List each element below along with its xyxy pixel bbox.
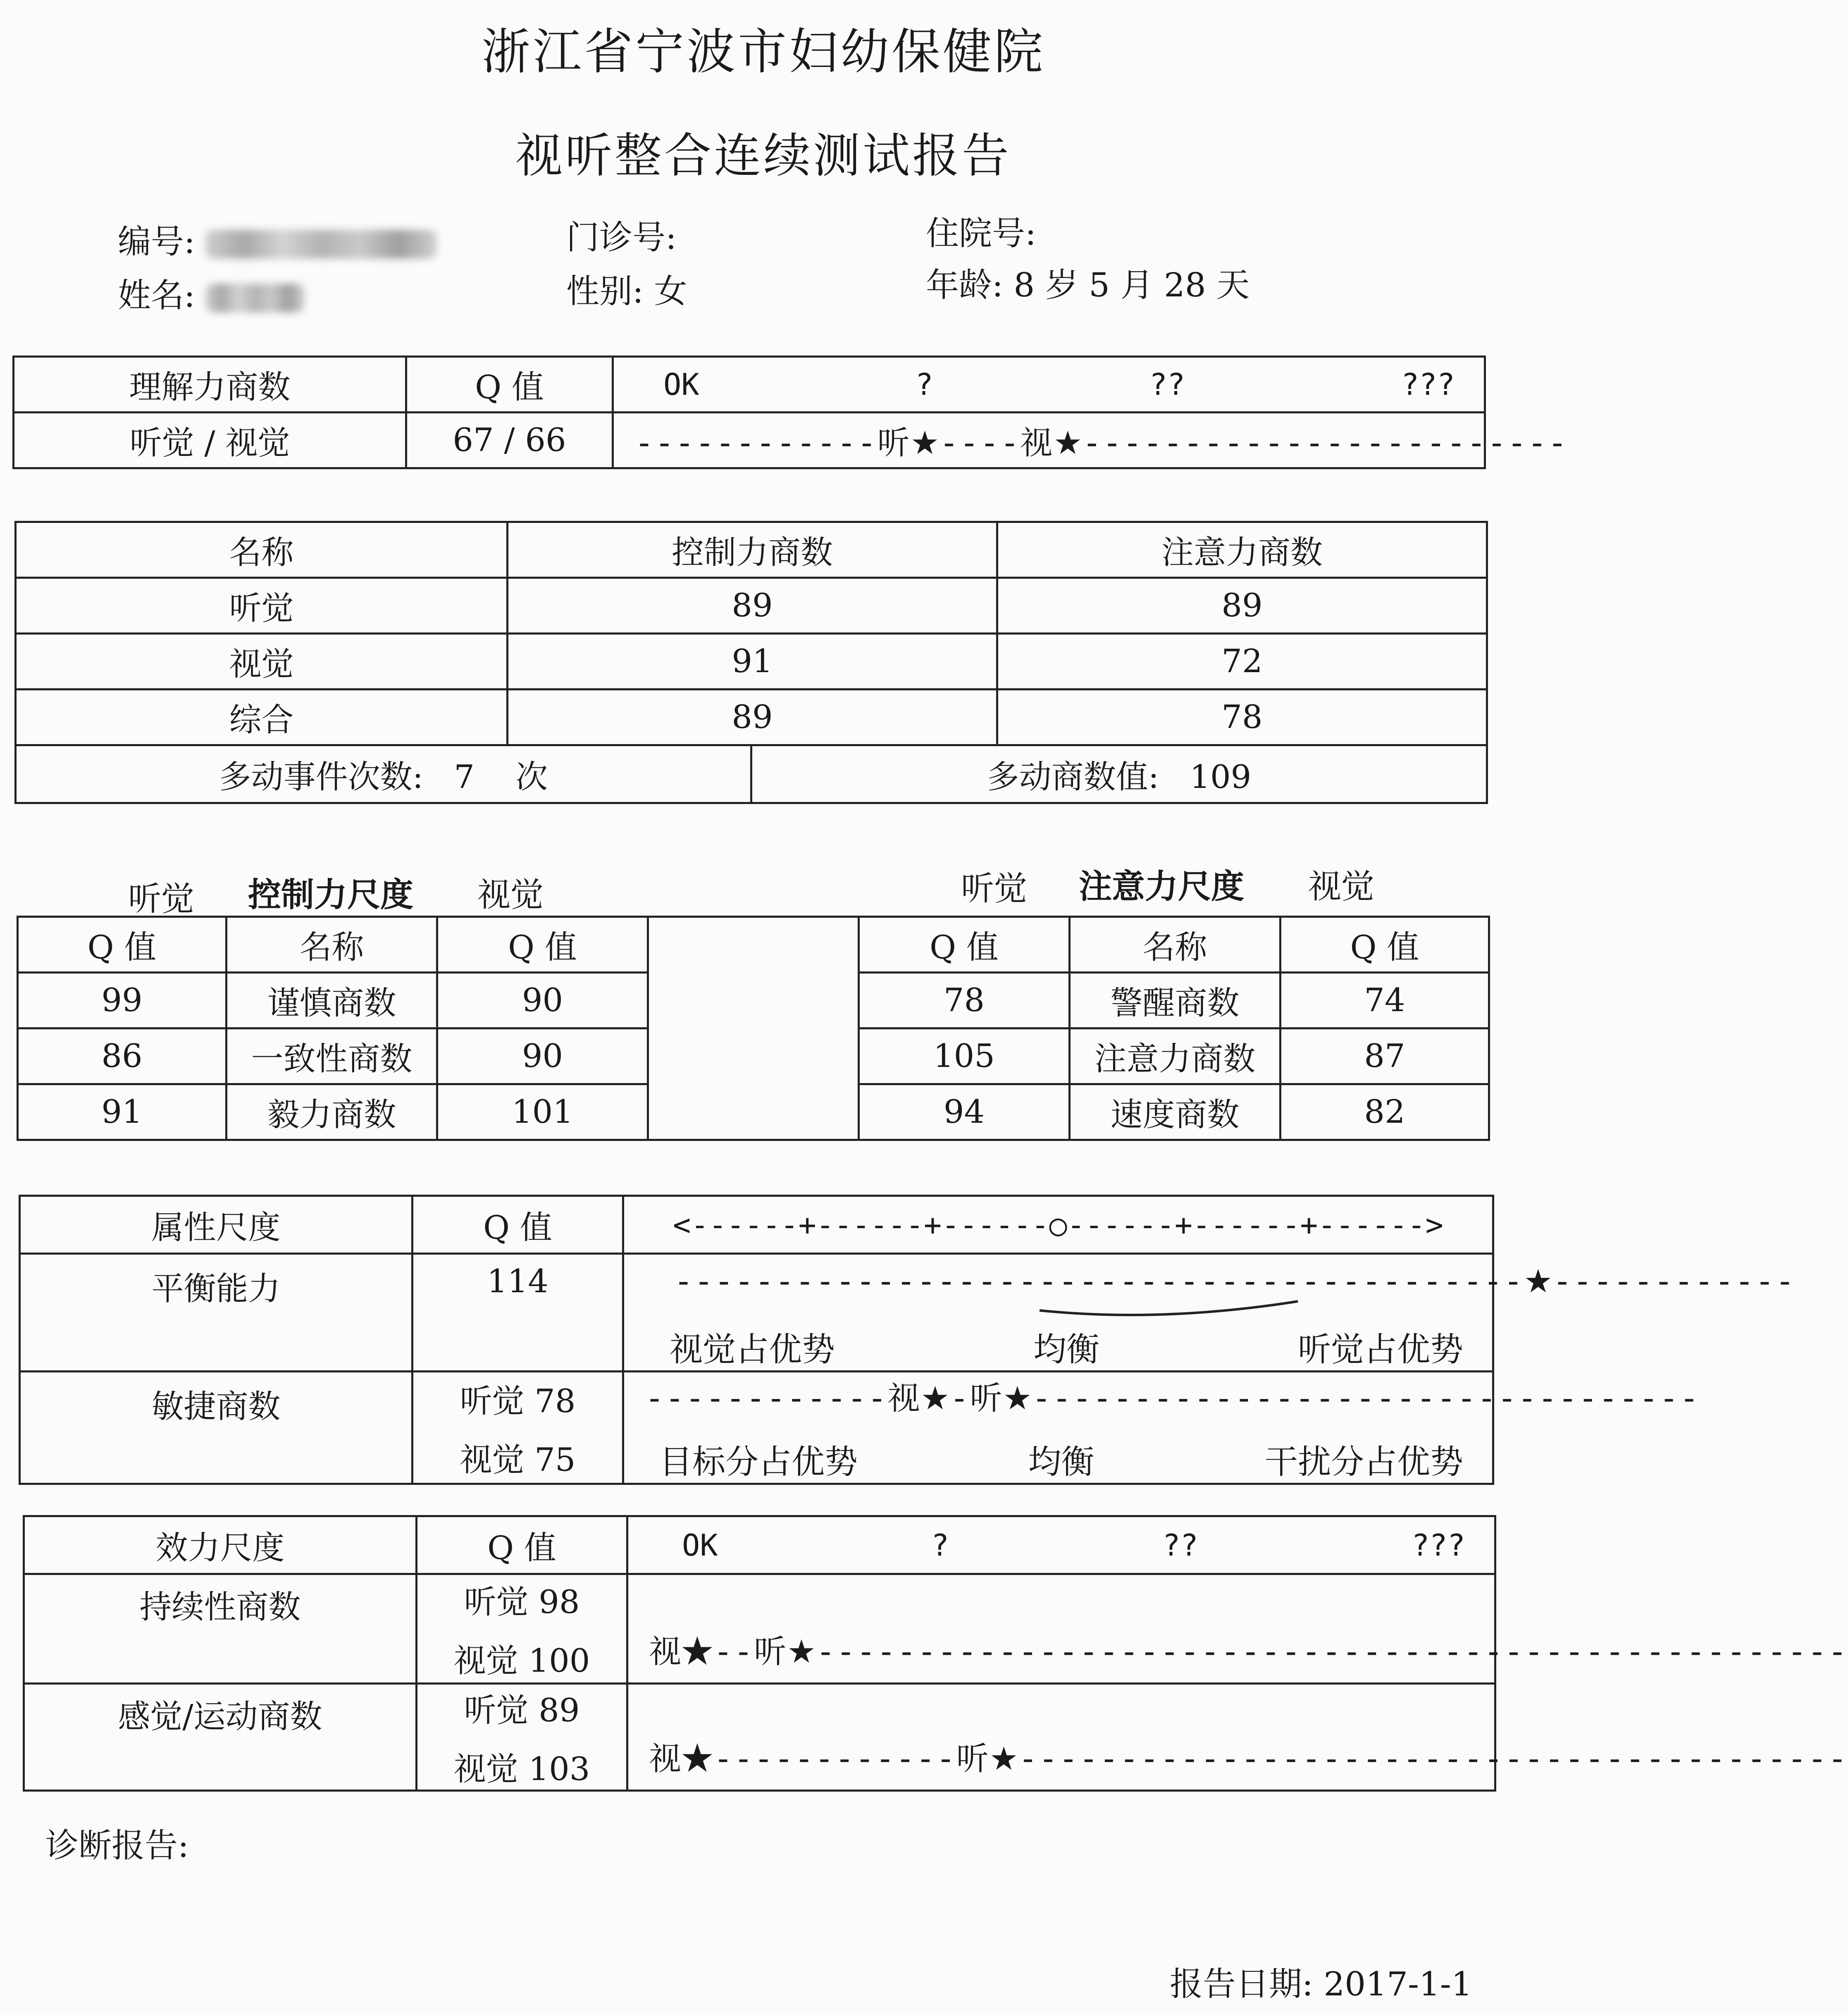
inpatient-row: [926, 207, 1036, 254]
attention-name: 警醒商数: [1070, 973, 1280, 1028]
quotients-header-control: 控制力商数: [508, 522, 997, 578]
comprehension-line-b: ----视: [939, 425, 1054, 462]
scale-ok: OK: [682, 1527, 718, 1563]
control-header-name: 名称: [227, 917, 437, 973]
hyper-events: [16, 745, 751, 803]
attention-visual-q: 74: [1280, 973, 1489, 1028]
patient-id-row: [118, 215, 437, 262]
attention-visual-q: 87: [1280, 1028, 1489, 1084]
balance-marker-cell: [623, 1254, 1796, 1372]
patient-name-label: 姓名:: [118, 276, 195, 315]
control-visual-q: 101: [437, 1084, 648, 1140]
table-row: [16, 634, 1487, 690]
control-name: 谨慎商数: [227, 973, 437, 1028]
effectiveness-table: [23, 1515, 1848, 1792]
effectiveness-q-header: Q 值: [417, 1516, 627, 1574]
gender-label: 性别:: [566, 272, 644, 310]
control-audio-q: 86: [18, 1028, 227, 1084]
attention-scale-title: 注意力尺度: [1079, 867, 1244, 906]
report-date-label: 报告日期:: [1170, 1965, 1313, 2003]
audio-star-icon: ★: [989, 1740, 1018, 1778]
comprehension-header: 理解力商数: [14, 357, 406, 413]
row-name: 听觉: [16, 578, 508, 634]
comprehension-line-a: ------------听: [634, 425, 911, 462]
agility-right-label: 干扰分占优势: [1265, 1443, 1463, 1481]
inpatient-label: 住院号:: [926, 214, 1036, 253]
age-label: 年龄:: [926, 266, 1003, 304]
scale-q3: ???: [1411, 1527, 1465, 1563]
agility-left-label: 目标分占优势: [659, 1443, 858, 1481]
balance-star-icon: ★: [1524, 1263, 1553, 1300]
scale-q1: ?: [931, 1527, 949, 1563]
row-attention: 89: [997, 578, 1487, 634]
control-audio-q: 91: [18, 1084, 227, 1140]
scale-q3: ???: [1401, 367, 1455, 402]
agility-values: [413, 1372, 623, 1484]
row-control: 89: [508, 690, 997, 745]
sensory-values: [417, 1684, 627, 1791]
hyper-quotient: [751, 745, 1487, 803]
balance-mid-label: 均衡: [1033, 1330, 1099, 1369]
sensory-marker-line: [627, 1684, 1848, 1791]
gender-row: [566, 265, 687, 312]
agility-line-b: -听: [949, 1380, 1003, 1417]
hyper-events-value: 7: [454, 758, 475, 796]
sensory-line-c: -----------------------------------------: [1018, 1740, 1848, 1778]
attention-right-tag: 视觉: [1308, 867, 1374, 906]
visual-star-icon: ★: [681, 1633, 714, 1670]
balance-line-a: ------------------------------------------: [674, 1263, 1524, 1300]
attributes-table: [19, 1195, 1796, 1485]
control-header-audio-q: Q 值: [18, 917, 227, 973]
agility-line-a: ------------视: [645, 1380, 921, 1417]
control-visual-q: 90: [437, 1028, 648, 1084]
quotients-table: [14, 521, 1488, 746]
audio-star-icon: ★: [910, 425, 939, 462]
report-date: [1170, 1957, 1472, 2005]
sensory-visual: 视觉 103: [453, 1751, 590, 1788]
attributes-axis: <------+------+------○------+------+------>: [623, 1196, 1493, 1254]
visual-star-icon: ★: [920, 1380, 950, 1417]
hyper-events-unit: 次: [515, 758, 548, 796]
effectiveness-scale: [627, 1516, 1495, 1574]
sustained-visual: 视觉 100: [453, 1642, 590, 1680]
balance-value: 114: [413, 1254, 623, 1372]
gender-value: 女: [654, 272, 687, 310]
sensory-line-a: 视: [649, 1740, 682, 1778]
control-left-tag: 听觉: [128, 880, 194, 918]
comprehension-line-c: ------------------------: [1082, 425, 1568, 462]
row-attention: 72: [997, 634, 1487, 690]
quotients-header-attention: 注意力商数: [997, 522, 1487, 578]
attention-audio-q: 94: [859, 1084, 1070, 1140]
quotients-header-name: 名称: [16, 522, 508, 578]
sustained-line-a: 视: [649, 1633, 682, 1670]
age-value: 8 岁 5 月 28 天: [1013, 266, 1250, 304]
sustained-values: [417, 1574, 627, 1684]
audio-star-icon: ★: [787, 1633, 816, 1670]
hyper-quotient-value: 109: [1190, 758, 1252, 796]
age-row: [926, 258, 1249, 306]
balance-axis-labels: [624, 1323, 1492, 1370]
audio-star-icon: ★: [1003, 1380, 1032, 1417]
attention-visual-q: 82: [1280, 1084, 1489, 1140]
comprehension-row-label: 听觉 / 视觉: [14, 413, 406, 468]
hyper-events-label: 多动事件次数:: [219, 758, 424, 796]
patient-name-redacted: [205, 284, 305, 313]
balance-left-label: 视觉占优势: [670, 1330, 835, 1369]
attention-header-visual-q: Q 值: [1280, 917, 1489, 973]
table-row: [16, 690, 1487, 745]
row-control: 91: [508, 634, 997, 690]
agility-mid-label: 均衡: [1028, 1443, 1094, 1481]
control-name: 一致性商数: [227, 1028, 437, 1084]
control-visual-q: 90: [437, 973, 648, 1028]
diagnosis-label: 诊断报告:: [45, 1826, 189, 1865]
agility-audio: 听觉 78: [460, 1382, 576, 1420]
comprehension-scale: [613, 357, 1485, 413]
control-scale-title: 控制力尺度: [248, 875, 413, 914]
patient-id-redacted: [205, 230, 437, 259]
comprehension-marker-line: [613, 413, 1568, 468]
visual-star-icon: ★: [1053, 425, 1083, 462]
hospital-name: 浙江省宁波市妇幼保健院: [481, 23, 1045, 80]
hyper-quotient-label: 多动商数值:: [987, 758, 1159, 796]
attention-name: 注意力商数: [1070, 1028, 1280, 1084]
attributes-header: 属性尺度: [20, 1196, 413, 1254]
comprehension-q-header: Q 值: [406, 357, 613, 413]
agility-marker-cell: [623, 1372, 1700, 1484]
report-date-value: 2017-1-1: [1323, 1965, 1472, 2003]
hyper-table: [14, 744, 1488, 804]
attention-audio-q: 78: [859, 973, 1070, 1028]
clinic-label: 门诊号:: [566, 218, 677, 257]
balance-line-b: ------------: [1552, 1263, 1796, 1300]
agility-axis-labels: [624, 1435, 1492, 1483]
attention-name: 速度商数: [1070, 1084, 1280, 1140]
row-name: 视觉: [16, 634, 508, 690]
comprehension-row-value: 67 / 66: [406, 413, 613, 468]
sensory-audio: 听觉 89: [464, 1692, 580, 1729]
agility-visual: 视觉 75: [460, 1441, 576, 1479]
sustained-audio: 听觉 98: [464, 1584, 580, 1621]
patient-id-label: 编号:: [118, 222, 195, 261]
clinic-row: [566, 211, 677, 258]
control-audio-q: 99: [18, 973, 227, 1028]
handwritten-curve-icon: [1037, 1298, 1302, 1327]
sensory-line-b: ------------听: [713, 1740, 990, 1778]
sustained-line-b: --听: [713, 1633, 787, 1670]
attention-header-name: 名称: [1070, 917, 1280, 973]
report-title: 视听整合连续测试报告: [515, 128, 1011, 183]
sustained-label: 持续性商数: [24, 1574, 417, 1684]
scales-spacer: [648, 917, 859, 1140]
comprehension-table: [12, 356, 1568, 469]
balance-right-label: 听觉占优势: [1298, 1330, 1463, 1369]
balance-label: 平衡能力: [20, 1254, 413, 1372]
scale-ok: OK: [663, 367, 699, 402]
attention-header-audio-q: Q 值: [859, 917, 1070, 973]
agility-line-c: ---------------------------------: [1032, 1380, 1700, 1417]
sustained-line-c: ---------------------------------------------------: [816, 1633, 1848, 1670]
visual-star-icon: ★: [681, 1740, 714, 1778]
attention-left-tag: 听觉: [961, 869, 1027, 908]
agility-marker-line: [624, 1372, 1700, 1419]
control-name: 毅力商数: [227, 1084, 437, 1140]
scale-q2: ??: [1162, 1527, 1198, 1563]
attributes-q-header: Q 值: [413, 1196, 623, 1254]
sustained-marker-line: [627, 1574, 1848, 1684]
table-row: [16, 578, 1487, 634]
sensory-label: 感觉/运动商数: [24, 1684, 417, 1791]
scales-table: [17, 916, 1490, 1141]
patient-name-row: [118, 269, 305, 316]
balance-marker-line: [624, 1255, 1796, 1300]
scale-q2: ??: [1149, 367, 1185, 402]
row-attention: 78: [997, 690, 1487, 745]
control-header-visual-q: Q 值: [437, 917, 648, 973]
scale-q1: ?: [915, 367, 933, 402]
effectiveness-header: 效力尺度: [24, 1516, 417, 1574]
attention-audio-q: 105: [859, 1028, 1070, 1084]
row-control: 89: [508, 578, 997, 634]
agility-label: 敏捷商数: [20, 1372, 413, 1484]
row-name: 综合: [16, 690, 508, 745]
control-right-tag: 视觉: [477, 876, 544, 914]
